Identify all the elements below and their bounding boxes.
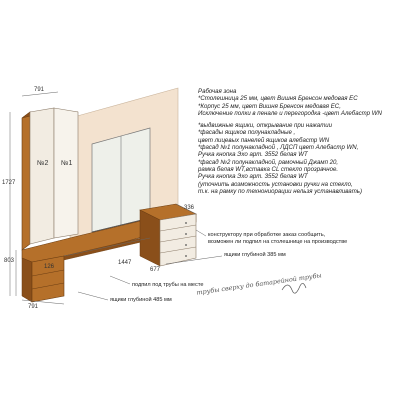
dim-total-height: 1727 [2,180,16,186]
door-2-label: №2 [37,160,49,167]
left-pedestal-side [22,258,32,302]
notes-line: *фасады ящиков полунакладные , [198,129,296,137]
notes-line: (уточнить возможность установки ручки на стекло, [198,180,353,188]
door-1-label: №1 [61,160,73,167]
drawer-handle [185,244,187,246]
leader-485 [78,292,108,300]
drawer-handle [185,255,187,257]
notes-line: т.к. на рамку по технониорации нельзя устанавливать) [198,187,363,195]
drawer-handle [185,222,187,224]
tall-cabinet-side [22,112,30,250]
notes-line: *Корпус 25 мм, цвет Вишня Бренсон медовая ЕС, [198,102,341,110]
dim-pedestal-depth: 336 [184,205,195,211]
notes-heading: Рабочая зона [198,88,237,95]
notes-line: *выдвижные ящики, открывание при нажатии [198,122,333,130]
dim-inner-width: 1447 [118,260,132,266]
annotation-drawers-385: ящики глубиной 385 мм [224,252,286,258]
leader-podpil [110,276,130,284]
dim-bottom-width: 791 [28,304,39,310]
notes-line: Ручка кнопка Эхо арт. 3552 белая WT [198,151,308,159]
left-pedestal-front [32,256,64,302]
dim-left-depth: 126 [44,264,55,270]
drawer-handle [185,233,187,235]
annotation-line: возможен ли подпил на столешнице на производстве [208,238,348,245]
annotation-drawers-485: ящики глубиной 485 мм [110,297,172,303]
annotation-line: конструктору при обработке заказ сообщить, [208,232,326,238]
door-2 [30,108,54,244]
handwritten-note: трубы сверху до батарейной трубы [196,271,323,297]
annotation-podpil: подпил под трубы на месте [132,282,204,288]
notes-line: Исключение полки в пенале и перегородка -цвет Алебастр WN [198,109,382,117]
notes-line: *фасад №2 полунакладной, рамочный Джамп 20, [198,158,339,166]
leader-konstruktor [196,230,206,236]
notes-line: рамка белая WT,вставка CL стекло прозрачное. [198,165,339,173]
notes-line: *Столешница 25 мм, цвет Вишня Бренсон медовая ЕС [198,95,358,103]
notes-line: *фасад №1 полунакладной , ЛДСП цвет Алебастр WN, [198,144,359,152]
spec-notes [198,88,398,195]
dim-top-width: 791 [34,87,45,93]
dim-left-height: 803 [4,258,15,264]
signature [282,283,306,293]
dim-pedestal-width: 677 [150,267,161,273]
notes-line: Ручка кнопка Эхо арт. 3552 белая WT [198,173,308,181]
notes-line: цвет лицевых панелей ящиков алебастр WN [198,136,330,144]
right-cabinet-front [160,214,196,266]
door-1 [54,108,78,238]
annotation-konstruktor [208,232,347,245]
